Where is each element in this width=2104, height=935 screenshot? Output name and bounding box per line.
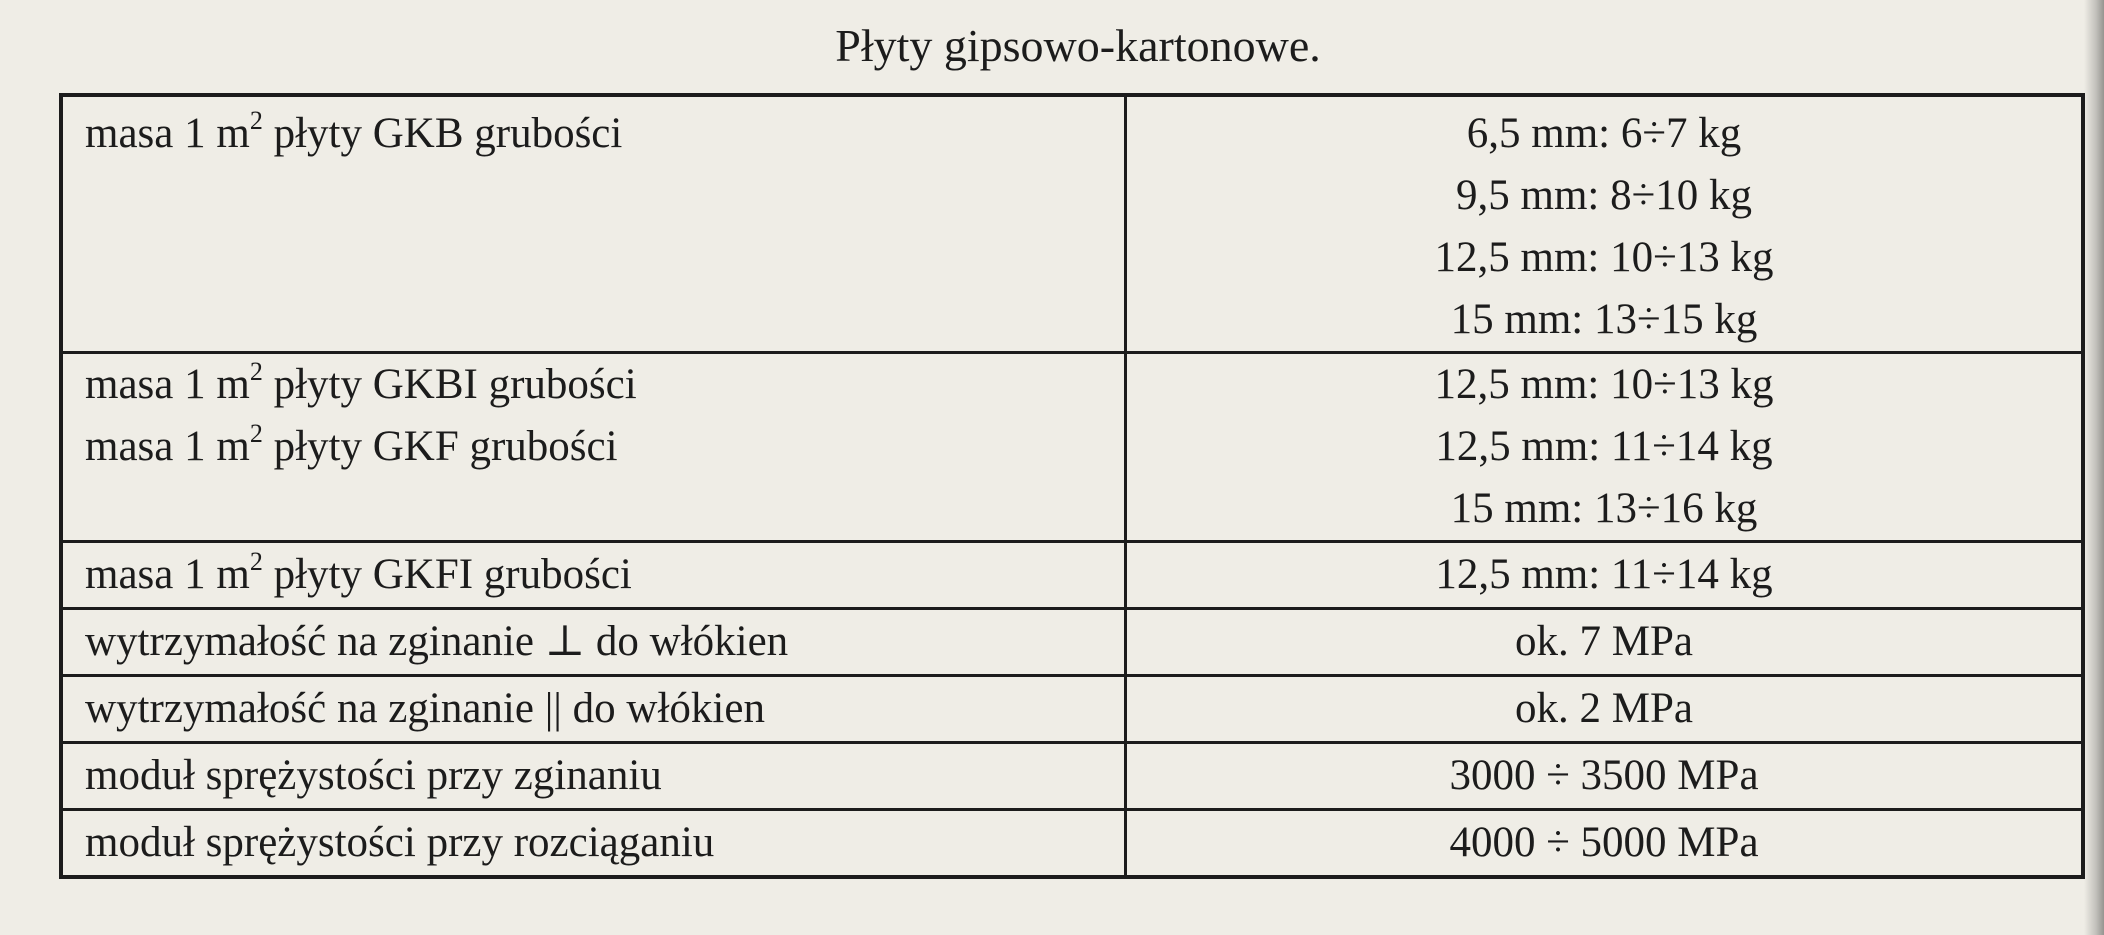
value-line: 3000 ÷ 3500 MPa xyxy=(1449,752,1759,799)
properties-table xyxy=(59,93,2085,879)
row-value xyxy=(1126,676,2084,743)
table-row xyxy=(61,676,2083,743)
row-value xyxy=(1126,95,2084,353)
row-label xyxy=(61,676,1126,743)
label-line: wytrzymałość na zginanie || do włókien xyxy=(85,685,765,732)
value-line: 9,5 mm: 8÷10 kg xyxy=(1456,172,1752,219)
row-value xyxy=(1126,810,2084,878)
row-label xyxy=(61,743,1126,810)
row-value xyxy=(1126,743,2084,810)
value-line: 15 mm: 13÷16 kg xyxy=(1450,485,1758,532)
row-value xyxy=(1126,542,2084,609)
table-row xyxy=(61,542,2083,609)
table-row xyxy=(61,353,2083,542)
row-label xyxy=(61,353,1126,542)
label-line: wytrzymałość na zginanie ⊥ do włókien xyxy=(85,618,789,665)
row-label xyxy=(61,609,1126,676)
value-line: 12,5 mm: 11÷14 kg xyxy=(1435,551,1773,598)
row-value xyxy=(1126,609,2084,676)
label-line: masa 1 $m^2$ płyty GKFI grubości xyxy=(85,546,632,598)
value-line: 12,5 mm: 10÷13 kg xyxy=(1434,361,1774,408)
label-line: moduł sprężystości przy rozciąganiu xyxy=(85,819,715,866)
table-row xyxy=(61,810,2083,878)
row-value xyxy=(1126,353,2084,542)
page-title: Płyty gipsowo-kartonowe. xyxy=(835,20,1321,71)
value-line: 12,5 mm: 11÷14 kg xyxy=(1435,423,1773,470)
value-line: 6,5 mm: 6÷7 kg xyxy=(1466,110,1742,157)
table-row xyxy=(61,95,2083,353)
row-label xyxy=(61,810,1126,878)
value-line: ok. 7 MPa xyxy=(1515,618,1693,665)
value-line: ok. 2 MPa xyxy=(1515,685,1693,732)
value-line: 4000 ÷ 5000 MPa xyxy=(1449,819,1759,866)
page-edge-shadow xyxy=(2084,0,2104,935)
table-row xyxy=(61,743,2083,810)
label-line: moduł sprężystości przy zginaniu xyxy=(85,752,662,799)
value-line: 12,5 mm: 10÷13 kg xyxy=(1434,234,1774,281)
label-line: masa 1 $m^2$ płyty GKF grubości xyxy=(85,418,618,470)
label-line: masa 1 $m^2$ płyty GKB grubości xyxy=(85,105,623,157)
row-label xyxy=(61,542,1126,609)
table-row xyxy=(61,609,2083,676)
label-line: masa 1 $m^2$ płyty GKBI grubości xyxy=(85,356,637,408)
value-line: 15 mm: 13÷15 kg xyxy=(1450,296,1758,343)
row-label xyxy=(61,95,1126,353)
